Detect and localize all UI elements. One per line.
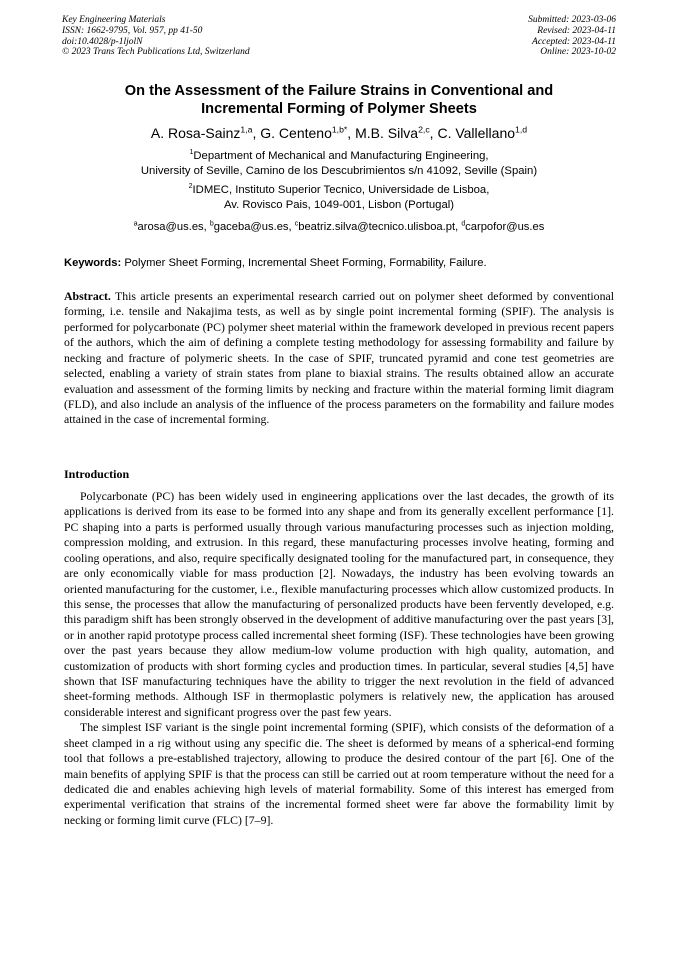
section-heading-introduction: Introduction xyxy=(64,467,130,481)
affiliation-mark: 1 xyxy=(189,149,194,157)
journal-header xyxy=(62,15,250,58)
affiliation-1 xyxy=(40,149,638,178)
affiliation-mark: 2 xyxy=(188,183,193,191)
title-line-1: On the Assessment of the Failure Strains in Conventional and xyxy=(124,83,554,99)
keywords xyxy=(64,256,624,270)
date-submitted: Submitted: 2023-03-06 xyxy=(528,15,616,25)
affiliation-line: Av. Rovisco Pais, 1049-001, Lisbon (Portugal) xyxy=(223,198,455,211)
author-affil-mark: 1,b* xyxy=(331,124,348,135)
email-mark: a xyxy=(133,220,138,228)
dates-header xyxy=(528,15,616,58)
email-address[interactable]: arosa@us.es xyxy=(137,221,204,233)
author-affil-mark: 1,a xyxy=(240,124,253,135)
journal-doi: doi:10.4028/p-1ljolN xyxy=(62,36,143,47)
author-name: M.B. Silva xyxy=(355,125,419,141)
introduction-body xyxy=(64,489,614,828)
email-list: $^a$arosa@us.es, $^b$gaceba@us.es, $^c$beatriz.silva@tecnico.ulisboa.pt, $^d$carpofor@us.es xyxy=(133,220,545,233)
email-address[interactable]: carpofor@us.es xyxy=(465,221,545,233)
affiliation-line: University of Seville, Camino de los Descubrimientos s/n 41092, Seville (Spain) xyxy=(140,164,538,177)
email-address[interactable]: beatriz.silva@tecnico.ulisboa.pt xyxy=(298,221,456,233)
journal-issn: ISSN: 1662-9795, Vol. 957, pp 41-50 xyxy=(62,25,203,36)
affiliation-line: IDMEC, Instituto Superior Tecnico, Universidade de Lisboa, xyxy=(192,184,490,196)
author-list: A. Rosa-Sainz$^{1,a}$, G. Centeno$^{1,b*}$, M.B. Silva$^{2,c}$, C. Vallellano$^{1,d}$ xyxy=(150,124,528,141)
author-name: A. Rosa-Sainz xyxy=(150,125,241,141)
date-revised: Revised: 2023-04-11 xyxy=(537,25,616,36)
journal-name: Key Engineering Materials xyxy=(62,15,166,25)
date-accepted: Accepted: 2023-04-11 xyxy=(532,36,616,47)
keywords-label: Keywords: xyxy=(64,257,122,269)
affiliation-line: Department of Mechanical and Manufacturing Engineering, xyxy=(193,150,489,162)
author-affil-mark: 1,d xyxy=(515,124,528,135)
email-mark: d xyxy=(461,220,466,228)
abstract xyxy=(64,289,614,428)
keywords-text: Polymer Sheet Forming, Incremental Sheet Forming, Formability, Failure. xyxy=(124,257,487,269)
author-affil-mark: 2,c xyxy=(418,124,430,135)
title-line-2: Incremental Forming of Polymer Sheets xyxy=(201,101,477,117)
author-name: G. Centeno xyxy=(260,125,332,141)
author-name: C. Vallellano xyxy=(437,125,516,141)
date-online: Online: 2023-10-02 xyxy=(540,47,616,58)
paper-title xyxy=(40,82,638,118)
email-mark: b xyxy=(209,220,214,228)
affiliation-2 xyxy=(40,183,638,212)
email-address[interactable]: gaceba@us.es xyxy=(213,221,289,233)
paragraph: Polycarbonate (PC) has been widely used in engineering applications over the last decades, the growth of its applications is derived from its ease to be formed into any shape and from its generally excellent performance [1]. PC shaping into a parts is performed usually through various manufacturing processes such as injection molding, compression molding, and extrusion. In this regard, these manufacturing processes involve heating, forming and cooling operations, and also, require specifically designated tooling for the manufactured part, in consequence, they are only economically viable for mass production [2]. Nowadays, the industry has been evolving towards an oriented manufacturing for the customer, i.e., flexible manufacturing processes which allow customized products. In this sense, the processes that allow the manufacturing of personalized products have been fervently developed, e.g. this paradigm shift has been strongly observed in the development of additive manufacturing over the past years [3], or in another rapid prototype process called incremental sheet forming (ISF). These technologies have been growing over the past years because they allow medium-low volume production with high quality, automation, and customization of products with short forming cycles and production times. In particular, several studies [4,5] have shown that ISF manufacturing techniques have the ability to trigger the next revolution in the field of advanced sheet-forming methods. Although ISF in thermoplastic polymers is relatively new, the application has aroused considerable interest and significant progress over the past few years. xyxy=(64,489,614,719)
journal-copyright: © 2023 Trans Tech Publications Ltd, Switzerland xyxy=(62,47,250,58)
abstract-text: This article presents an experimental research carried out on polymer sheet deformed by conventional forming, i.e. tensile and Nakajima tests, as well as by single point incremental forming (SPIF). The analysis is performed for polycarbonate (PC) polymer sheet material within the framework developed in previous recent papers of the authors, which the aim of defining a complete testing methodology for assessing formability and failure by necking and fracture of polymeric sheets. In the case of SPIF, truncated pyramid and cone test geometries are selected, enabling a variety of strain states from plane to biaxial strains. The results obtained allow an accurate evaluation and assessment of the forming limits by necking and fracture within the material forming limit diagram (FLD), and also include an analysis of the influence of the process parameters on the formability and failure modes attained in the case of incremental forming. xyxy=(64,289,614,427)
abstract-label: Abstract. xyxy=(64,289,111,303)
email-mark: c xyxy=(294,220,299,228)
paragraph: The simplest ISF variant is the single point incremental forming (SPIF), which consists of the deformation of a sheet clamped in a rig without using any specific die. The sheet is deformed by means of a spherical-end forming tool that follows a pre-established trajectory, allowing to produce the desired contour of the part [6]. One of the main benefits of applying SPIF is that the process can still be carried out at room temperature without the need for a dedicated die and enables achieving high levels of material formability. Some of this interest has emerged from experimental verification that strains of the incremental formed sheet were far above the formability limit by necking or forming limit curve (FLC) [7–9]. xyxy=(64,720,614,827)
